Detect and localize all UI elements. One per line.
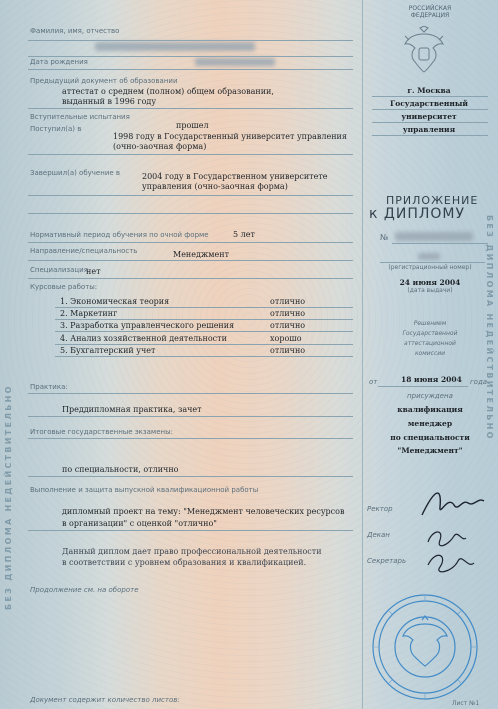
rule <box>28 195 353 196</box>
course-name: 5. Бухгалтерский учет <box>60 346 156 355</box>
course-grade: отлично <box>270 297 306 306</box>
rule <box>28 242 353 243</box>
country-line1: РОССИЙСКАЯ <box>408 5 452 12</box>
prev-doc-label: Предыдущий документ об образовании <box>30 77 178 85</box>
spec-label: Специализация <box>30 266 88 274</box>
course-name: 2. Маркетинг <box>60 309 118 318</box>
coat-of-arms-icon <box>401 26 447 74</box>
issue-date: 24 июня 2004 <box>399 278 461 287</box>
prev-doc-line1: аттестат о среднем (полном) общем образовании, <box>62 87 274 96</box>
rule <box>28 393 353 394</box>
rector-signature <box>412 485 492 525</box>
course-grade: отлично <box>270 309 306 318</box>
rights-line1: Данный диплом дает право профессиональной деятельности <box>62 547 322 556</box>
column-divider <box>362 0 363 709</box>
rule <box>28 154 353 155</box>
country-line2: ФЕДЕРАЦИЯ <box>410 12 450 19</box>
rule <box>55 307 353 308</box>
direction-value: Менеджмент <box>173 250 229 259</box>
diploma-number-redacted <box>395 232 473 241</box>
official-seal <box>370 592 480 702</box>
finished-line1: 2004 году в Государственном университете <box>142 172 328 181</box>
state-exams-value: по специальности, отлично <box>62 465 179 474</box>
decision-date: 18 июня 2004 <box>401 375 462 384</box>
issue-date-label: (дата выдачи) <box>407 287 453 294</box>
rule <box>28 260 353 261</box>
decision-line4: комиссии <box>414 350 446 357</box>
rector-label: Ректор <box>367 505 393 513</box>
state-exams-label: Итоговые государственные экзамены: <box>30 428 173 436</box>
rule <box>380 262 485 263</box>
rule <box>28 69 353 70</box>
rule <box>55 331 353 332</box>
to-diploma-title: к ДИПЛОМУ <box>369 206 466 222</box>
dob-redacted <box>195 58 275 66</box>
rights-line2: в соответствии с уровнем образования и квалификацией. <box>62 558 307 567</box>
thesis-line1: дипломный проект на тему: "Менеджмент человеческих ресурсов <box>62 507 345 516</box>
dob-label: Дата рождения <box>30 58 88 66</box>
rule <box>372 109 488 110</box>
dean-label: Декан <box>367 531 390 539</box>
thesis-label: Выполнение и защита выпускной квалификационной работы <box>30 486 259 494</box>
rule <box>28 40 353 41</box>
exams-value: прошел <box>176 121 209 130</box>
period-value: 5 лет <box>233 230 255 239</box>
sheet-number: Лист №1 <box>452 700 480 707</box>
period-label: Нормативный период обучения по очной форме <box>30 231 209 239</box>
side-text-right: БЕЗ ДИПЛОМА НЕДЕЙСТВИТЕЛЬНО <box>485 215 494 441</box>
number-prefix: № <box>380 233 389 242</box>
reg-number-redacted <box>418 253 440 260</box>
continued-note: Продолжение см. на обороте <box>30 586 139 594</box>
admitted-label: Поступил(а) в <box>30 125 82 133</box>
finished-label: Завершил(а) обучение в <box>30 169 121 177</box>
secretary-signature <box>422 545 477 580</box>
secretary-label: Секретарь <box>367 557 407 565</box>
sheets-label: Документ содержит количество листов: <box>30 696 180 704</box>
course-name: 4. Анализ хозяйственной деятельности <box>60 334 227 343</box>
rule <box>372 96 488 97</box>
rule <box>28 213 353 214</box>
direction-label: Направление/специальность <box>30 247 138 255</box>
awarded-label: присуждена <box>407 392 453 400</box>
university-line3: управления <box>402 125 456 134</box>
rule <box>28 416 353 417</box>
rule <box>28 278 353 279</box>
rule <box>55 356 353 357</box>
rule <box>28 108 353 109</box>
practice-label: Практика: <box>30 383 68 391</box>
course-grade: отлично <box>270 346 306 355</box>
rule <box>28 476 353 477</box>
rule <box>55 319 353 320</box>
side-text-left: БЕЗ ДИПЛОМА НЕДЕЙСТВИТЕЛЬНО <box>4 384 13 610</box>
specialty-value: "Менеджмент" <box>397 446 463 455</box>
course-grade: хорошо <box>270 334 302 343</box>
rule <box>372 135 488 136</box>
prev-doc-line2: выданный в 1996 году <box>62 97 157 106</box>
exams-label: Вступительные испытания <box>30 113 130 121</box>
course-name: 3. Разработка управленческого решения <box>60 321 235 330</box>
from-label: от <box>369 378 378 386</box>
surname-label: Фамилия, имя, отчество <box>30 27 120 35</box>
reg-number-label: (регистрационный номер) <box>388 264 472 271</box>
rule <box>55 344 353 345</box>
qualification-value: менеджер <box>407 419 453 428</box>
decision-line2: Государственной <box>402 330 458 337</box>
by-specialty: по специальности <box>390 433 470 442</box>
name-redacted <box>95 42 255 51</box>
year-suffix: года <box>470 378 488 386</box>
rule <box>378 386 468 387</box>
rule <box>392 243 488 244</box>
decision-line3: аттестационной <box>404 340 456 347</box>
city: г. Москва <box>407 86 451 95</box>
admitted-line2: (очно-заочная форма) <box>113 142 207 151</box>
university-line2: университет <box>401 112 457 121</box>
courses-label: Курсовые работы: <box>30 283 98 291</box>
qualification-label: квалификация <box>397 405 463 414</box>
admitted-line1: 1998 году в Государственный университет управления <box>113 132 347 141</box>
finished-line2: управления (очно-заочная форма) <box>142 182 288 191</box>
thesis-line2: в организации" с оценкой "отлично" <box>62 519 217 528</box>
practice-value: Преддипломная практика, зачет <box>62 405 202 414</box>
course-name: 1. Экономическая теория <box>60 297 170 306</box>
decision-line1: Решением <box>413 320 447 327</box>
rule <box>28 530 353 531</box>
appendix-title: ПРИЛОЖЕНИЕ <box>386 194 479 207</box>
rule <box>28 438 353 439</box>
rule <box>28 56 353 57</box>
university-line1: Государственный <box>390 99 468 108</box>
rule <box>372 122 488 123</box>
spec-value: нет <box>86 267 101 276</box>
course-grade: отлично <box>270 321 306 330</box>
